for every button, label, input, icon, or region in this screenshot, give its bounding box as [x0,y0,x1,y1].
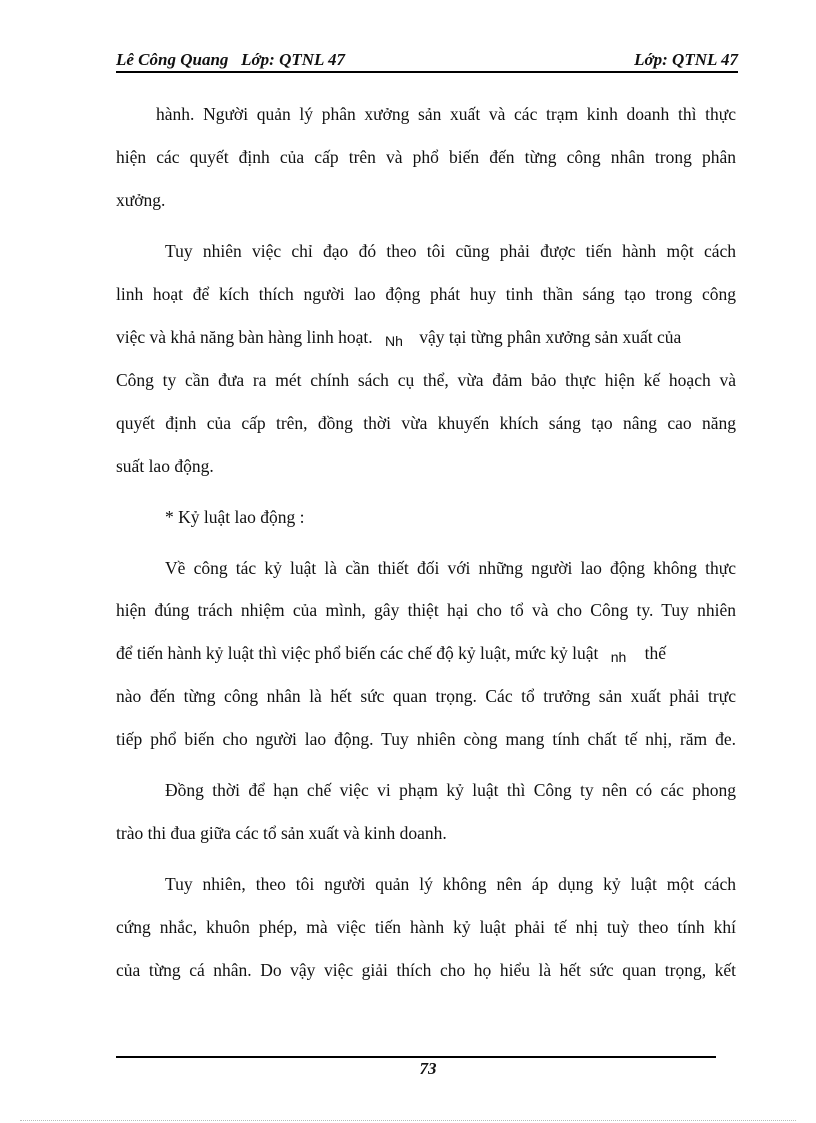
text-line: Công ty cần đưa ra mét chính sách cụ thể, vừa đảm bảo thực hiện kế hoạch và [116,370,736,390]
text-line: Về công tác kỷ luật là cần thiết đối với những người lao động không thực [165,558,736,578]
text-line: suất lao động. [116,456,214,476]
text-fragment: thế [644,643,667,663]
text-line: Tuy nhiên, theo tôi người quản lý không nên áp dụng kỷ luật một cách [165,874,736,894]
text-line: tiếp phổ biến cho người lao động. Tuy nhiên còng mang tính chất tế nhị, răm đe. [116,729,736,749]
text-fragment: để tiến hành kỷ luật thì việc phổ biến các chế độ kỷ luật, mức kỷ luật [116,643,599,663]
page-edge-divider [20,1120,796,1121]
text-line: trào thi đua giữa các tổ sản xuất và kinh doanh. [116,823,447,843]
header-class: Lớp: QTNL 47 [634,50,738,69]
text-line: hiện đúng trách nhiệm của mình, gây thiệt hại cho tổ và cho Công ty. Tuy nhiên [116,600,736,620]
text-line-with-fragment [116,643,736,664]
text-line: hiện các quyết định của cấp trên và phổ biến đến từng công nhân trong phân [116,147,736,167]
header-author-class: Lê Công Quang Lớp: QTNL 47 [116,50,346,69]
page-header [116,48,738,72]
text-line: của từng cá nhân. Do vậy việc giải thích cho họ hiểu là hết sức quan trọng, kết [116,960,736,980]
text-line-with-fragment [116,327,736,348]
text-line: cứng nhắc, khuôn phép, mà việc tiến hành kỷ luật phải tế nhị tuỳ theo tính khí [116,917,736,937]
text-fragment-small: Nh [384,333,403,349]
text-line: quyết định của cấp trên, đồng thời vừa khuyến khích sáng tạo nâng cao năng [116,413,736,433]
section-heading: * Kỷ luật lao động : [165,507,305,527]
page-number: 73 [419,1059,437,1078]
footer-rule [116,1056,716,1058]
text-line: xưởng. [116,190,166,210]
text-line: nào đến từng công nhân là hết sức quan trọng. Các tổ trưởng sản xuất phải trực [116,686,736,706]
text-fragment: vậy tại từng phân xưởng sản xuất của [419,327,682,347]
text-line: hành. Người quản lý phân xưởng sản xuất và các trạm kinh doanh thì thực [156,104,736,124]
text-line: Đồng thời để hạn chế việc vi phạm kỷ luật thì Công ty nên có các phong [165,780,736,800]
text-line: linh hoạt để kích thích người lao động phát huy tinh thần sáng tạo trong công [116,284,736,304]
text-line: Tuy nhiên việc chỉ đạo đó theo tôi cũng phải được tiến hành một cách [165,241,736,261]
header-rule [116,71,738,73]
text-fragment-small: nh [610,649,627,665]
text-fragment: việc và khả năng bàn hàng linh hoạt. [116,327,373,347]
